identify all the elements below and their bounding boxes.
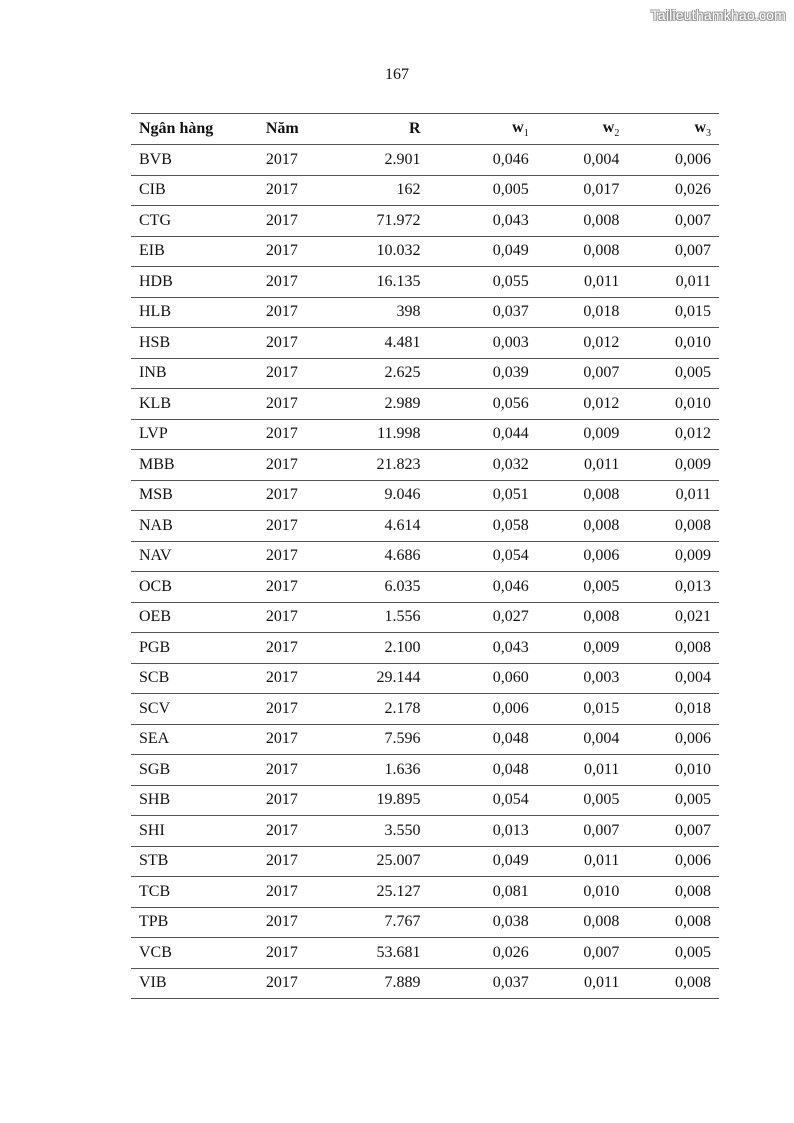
table-row — [131, 846, 719, 877]
cell-year: 2017 — [258, 541, 336, 572]
cell-w3: 0,005 — [627, 358, 719, 389]
cell-w3: 0,008 — [627, 877, 719, 908]
cell-w2: 0,011 — [537, 450, 628, 481]
cell-r: 25.007 — [335, 846, 428, 877]
cell-bank: CTG — [131, 206, 258, 237]
cell-w3: 0,011 — [627, 480, 719, 511]
cell-w3: 0,021 — [627, 602, 719, 633]
table-header — [131, 114, 719, 145]
cell-year: 2017 — [258, 694, 336, 725]
cell-w3: 0,010 — [627, 328, 719, 359]
cell-w3: 0,009 — [627, 541, 719, 572]
cell-w3: 0,011 — [627, 267, 719, 298]
bank-data-table — [131, 113, 719, 999]
table-row — [131, 572, 719, 603]
cell-bank: KLB — [131, 389, 258, 420]
cell-w2: 0,012 — [537, 328, 628, 359]
table-row — [131, 419, 719, 450]
cell-year: 2017 — [258, 938, 336, 969]
cell-r: 3.550 — [335, 816, 428, 847]
cell-w2: 0,007 — [537, 358, 628, 389]
table-row — [131, 694, 719, 725]
cell-w2: 0,008 — [537, 480, 628, 511]
cell-w2: 0,008 — [537, 206, 628, 237]
cell-w1: 0,055 — [429, 267, 537, 298]
cell-r: 2.625 — [335, 358, 428, 389]
cell-year: 2017 — [258, 206, 336, 237]
header-w1-subscript: 1 — [523, 128, 529, 140]
cell-r: 16.135 — [335, 267, 428, 298]
cell-w1: 0,054 — [429, 785, 537, 816]
cell-bank: OCB — [131, 572, 258, 603]
cell-w1: 0,046 — [429, 572, 537, 603]
cell-year: 2017 — [258, 358, 336, 389]
cell-year: 2017 — [258, 511, 336, 542]
cell-r: 71.972 — [335, 206, 428, 237]
cell-w1: 0,006 — [429, 694, 537, 725]
cell-w1: 0,043 — [429, 633, 537, 664]
cell-w3: 0,012 — [627, 419, 719, 450]
cell-bank: STB — [131, 846, 258, 877]
cell-year: 2017 — [258, 175, 336, 206]
cell-w1: 0,005 — [429, 175, 537, 206]
cell-bank: OEB — [131, 602, 258, 633]
header-w1 — [429, 114, 537, 145]
cell-w2: 0,011 — [537, 755, 628, 786]
cell-r: 29.144 — [335, 663, 428, 694]
cell-w1: 0,032 — [429, 450, 537, 481]
cell-w3: 0,013 — [627, 572, 719, 603]
cell-year: 2017 — [258, 755, 336, 786]
cell-w1: 0,039 — [429, 358, 537, 389]
cell-r: 1.556 — [335, 602, 428, 633]
cell-w2: 0,009 — [537, 419, 628, 450]
cell-w1: 0,043 — [429, 206, 537, 237]
table-row — [131, 236, 719, 267]
cell-w1: 0,081 — [429, 877, 537, 908]
cell-year: 2017 — [258, 145, 336, 176]
cell-w3: 0,010 — [627, 755, 719, 786]
cell-w2: 0,012 — [537, 389, 628, 420]
table-row — [131, 663, 719, 694]
table-row — [131, 938, 719, 969]
cell-r: 7.767 — [335, 907, 428, 938]
cell-w3: 0,006 — [627, 145, 719, 176]
cell-r: 162 — [335, 175, 428, 206]
table-row — [131, 511, 719, 542]
cell-year: 2017 — [258, 480, 336, 511]
cell-bank: CIB — [131, 175, 258, 206]
table-row — [131, 206, 719, 237]
cell-r: 4.481 — [335, 328, 428, 359]
cell-w3: 0,007 — [627, 206, 719, 237]
cell-r: 4.614 — [335, 511, 428, 542]
cell-bank: TCB — [131, 877, 258, 908]
table-row — [131, 328, 719, 359]
cell-w2: 0,006 — [537, 541, 628, 572]
cell-year: 2017 — [258, 785, 336, 816]
cell-w2: 0,003 — [537, 663, 628, 694]
cell-r: 2.901 — [335, 145, 428, 176]
table-row — [131, 755, 719, 786]
cell-r: 11.998 — [335, 419, 428, 450]
table-row — [131, 175, 719, 206]
cell-year: 2017 — [258, 419, 336, 450]
header-w1-label: w — [512, 118, 524, 136]
cell-w1: 0,049 — [429, 236, 537, 267]
cell-bank: SHI — [131, 816, 258, 847]
table-row — [131, 907, 719, 938]
cell-w1: 0,054 — [429, 541, 537, 572]
cell-w1: 0,026 — [429, 938, 537, 969]
page-number: 167 — [385, 66, 409, 83]
cell-w2: 0,011 — [537, 267, 628, 298]
cell-r: 7.889 — [335, 968, 428, 999]
cell-w2: 0,017 — [537, 175, 628, 206]
cell-w3: 0,008 — [627, 633, 719, 664]
cell-year: 2017 — [258, 236, 336, 267]
cell-r: 4.686 — [335, 541, 428, 572]
table-row — [131, 297, 719, 328]
cell-w2: 0,007 — [537, 938, 628, 969]
cell-w1: 0,046 — [429, 145, 537, 176]
cell-bank: VCB — [131, 938, 258, 969]
cell-r: 2.100 — [335, 633, 428, 664]
table-body — [131, 145, 719, 999]
cell-year: 2017 — [258, 328, 336, 359]
cell-r: 2.989 — [335, 389, 428, 420]
header-r: R — [335, 114, 428, 145]
cell-w1: 0,056 — [429, 389, 537, 420]
cell-bank: SCB — [131, 663, 258, 694]
table-row — [131, 267, 719, 298]
cell-bank: HLB — [131, 297, 258, 328]
table-row — [131, 785, 719, 816]
cell-w1: 0,027 — [429, 602, 537, 633]
cell-year: 2017 — [258, 877, 336, 908]
cell-w3: 0,006 — [627, 724, 719, 755]
cell-year: 2017 — [258, 633, 336, 664]
cell-w1: 0,037 — [429, 297, 537, 328]
table-row — [131, 724, 719, 755]
cell-r: 7.596 — [335, 724, 428, 755]
cell-r: 19.895 — [335, 785, 428, 816]
cell-w2: 0,015 — [537, 694, 628, 725]
cell-w3: 0,007 — [627, 236, 719, 267]
cell-bank: BVB — [131, 145, 258, 176]
cell-year: 2017 — [258, 663, 336, 694]
header-w3-subscript: 3 — [706, 128, 711, 140]
table-row — [131, 633, 719, 664]
cell-year: 2017 — [258, 968, 336, 999]
cell-r: 10.032 — [335, 236, 428, 267]
cell-w3: 0,026 — [627, 175, 719, 206]
cell-w1: 0,048 — [429, 724, 537, 755]
cell-bank: MBB — [131, 450, 258, 481]
cell-year: 2017 — [258, 907, 336, 938]
cell-bank: INB — [131, 358, 258, 389]
cell-w2: 0,004 — [537, 145, 628, 176]
cell-w3: 0,006 — [627, 846, 719, 877]
header-year: Năm — [258, 114, 336, 145]
table-row — [131, 877, 719, 908]
table-row — [131, 968, 719, 999]
cell-w1: 0,038 — [429, 907, 537, 938]
cell-w2: 0,005 — [537, 785, 628, 816]
cell-bank: HSB — [131, 328, 258, 359]
cell-bank: SCV — [131, 694, 258, 725]
table-row — [131, 358, 719, 389]
cell-w2: 0,005 — [537, 572, 628, 603]
cell-bank: HDB — [131, 267, 258, 298]
cell-w3: 0,008 — [627, 511, 719, 542]
cell-w3: 0,015 — [627, 297, 719, 328]
cell-bank: PGB — [131, 633, 258, 664]
cell-bank: EIB — [131, 236, 258, 267]
header-w2-subscript: 2 — [614, 128, 620, 140]
cell-w1: 0,058 — [429, 511, 537, 542]
cell-year: 2017 — [258, 602, 336, 633]
cell-w1: 0,044 — [429, 419, 537, 450]
cell-w1: 0,051 — [429, 480, 537, 511]
cell-w3: 0,005 — [627, 938, 719, 969]
cell-year: 2017 — [258, 846, 336, 877]
cell-w3: 0,005 — [627, 785, 719, 816]
cell-w1: 0,037 — [429, 968, 537, 999]
cell-bank: MSB — [131, 480, 258, 511]
cell-w2: 0,007 — [537, 816, 628, 847]
cell-w2: 0,008 — [537, 907, 628, 938]
cell-w1: 0,048 — [429, 755, 537, 786]
header-w2 — [537, 114, 628, 145]
cell-bank: VIB — [131, 968, 258, 999]
cell-year: 2017 — [258, 724, 336, 755]
cell-w3: 0,004 — [627, 663, 719, 694]
cell-bank: TPB — [131, 907, 258, 938]
header-w2-label: w — [602, 118, 615, 136]
cell-w1: 0,013 — [429, 816, 537, 847]
cell-bank: NAB — [131, 511, 258, 542]
cell-w2: 0,008 — [537, 602, 628, 633]
cell-year: 2017 — [258, 450, 336, 481]
header-w3-label: w — [694, 118, 706, 136]
header-row — [131, 114, 719, 145]
table-row — [131, 145, 719, 176]
cell-w1: 0,003 — [429, 328, 537, 359]
cell-bank: LVP — [131, 419, 258, 450]
table-row — [131, 602, 719, 633]
cell-bank: SEA — [131, 724, 258, 755]
cell-w2: 0,009 — [537, 633, 628, 664]
cell-r: 25.127 — [335, 877, 428, 908]
cell-w2: 0,010 — [537, 877, 628, 908]
cell-w2: 0,011 — [537, 846, 628, 877]
table-row — [131, 389, 719, 420]
cell-year: 2017 — [258, 572, 336, 603]
cell-bank: SHB — [131, 785, 258, 816]
cell-w1: 0,049 — [429, 846, 537, 877]
cell-year: 2017 — [258, 267, 336, 298]
table-row — [131, 480, 719, 511]
cell-w2: 0,008 — [537, 511, 628, 542]
cell-bank: NAV — [131, 541, 258, 572]
cell-r: 21.823 — [335, 450, 428, 481]
table-row — [131, 450, 719, 481]
watermark: Tailieuthamkhao.com — [650, 7, 786, 23]
cell-w3: 0,010 — [627, 389, 719, 420]
cell-w2: 0,011 — [537, 968, 628, 999]
cell-r: 6.035 — [335, 572, 428, 603]
cell-year: 2017 — [258, 816, 336, 847]
header-w3 — [627, 114, 719, 145]
cell-w3: 0,009 — [627, 450, 719, 481]
cell-r: 398 — [335, 297, 428, 328]
cell-w3: 0,008 — [627, 907, 719, 938]
cell-year: 2017 — [258, 389, 336, 420]
cell-w2: 0,008 — [537, 236, 628, 267]
cell-r: 9.046 — [335, 480, 428, 511]
cell-w3: 0,018 — [627, 694, 719, 725]
cell-r: 53.681 — [335, 938, 428, 969]
cell-r: 1.636 — [335, 755, 428, 786]
cell-year: 2017 — [258, 297, 336, 328]
cell-r: 2.178 — [335, 694, 428, 725]
table-row — [131, 816, 719, 847]
cell-bank: SGB — [131, 755, 258, 786]
header-bank: Ngân hàng — [131, 114, 258, 145]
cell-w3: 0,007 — [627, 816, 719, 847]
cell-w2: 0,004 — [537, 724, 628, 755]
cell-w2: 0,018 — [537, 297, 628, 328]
cell-w3: 0,008 — [627, 968, 719, 999]
table-row — [131, 541, 719, 572]
cell-w1: 0,060 — [429, 663, 537, 694]
